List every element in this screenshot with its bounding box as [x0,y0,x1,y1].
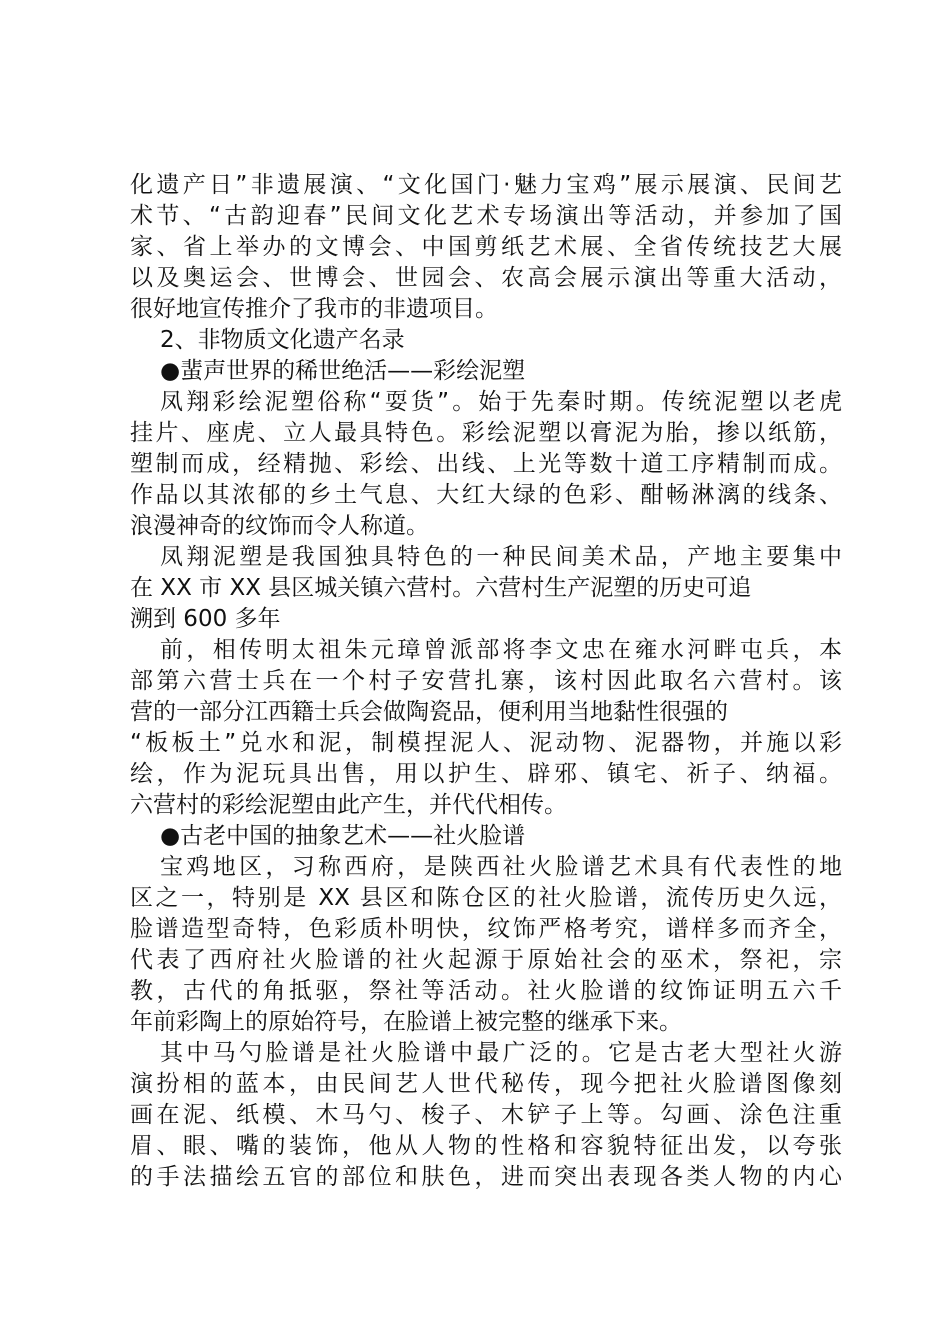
text-line: 营的一部分江西籍士兵会做陶瓷品，便利用当地黏性很强的 [130,699,728,725]
text-line: 年前彩陶上的原始符号，在脸谱上被完整的继承下来。 [130,1009,682,1035]
text-line: 凤翔彩绘泥塑俗称“耍货”。始于先秦时期。传统泥塑以老虎 [160,389,842,415]
text-line: ●蜚声世界的稀世绝活——彩绘泥塑 [160,358,526,384]
text-line: 区之一，特别是 XX 县区和陈仓区的社火脸谱，流传历史久远， [130,885,842,911]
text-line: 部第六营士兵在一个村子安营扎寨，该村因此取名六营村。该 [130,668,842,694]
text-line: 术节、“古韵迎春”民间文化艺术专场演出等活动，并参加了国 [130,203,842,229]
text-line: 作品以其浓郁的乡土气息、大红大绿的色彩、酣畅淋漓的线条、 [130,482,842,508]
text-line: ●古老中国的抽象艺术——社火脸谱 [160,823,526,849]
text-line: 塑制而成，经精抛、彩绘、出线、上光等数十道工序精制而成。 [130,451,842,477]
text-line: 凤翔泥塑是我国独具特色的一种民间美术品，产地主要集中 [160,544,842,570]
text-line: 2、非物质文化遗产名录 [160,327,405,353]
text-line: 脸谱造型奇特，色彩质朴明快，纹饰严格考究，谱样多而齐全， [130,916,842,942]
text-line: 代表了西府社火脸谱的社火起源于原始社会的巫术，祭祀，宗 [130,947,842,973]
text-line: 演扮相的蓝本，由民间艺人世代秘传，现今把社火脸谱图像刻 [130,1071,842,1097]
text-line: 在 XX 市 XX 县区城关镇六营村。六营村生产泥塑的历史可追 [130,575,752,601]
text-line: 宝鸡地区，习称西府，是陕西社火脸谱艺术具有代表性的地 [160,854,842,880]
text-line: 眉、眼、嘴的装饰，他从人物的性格和容貌特征出发，以夸张 [130,1133,842,1159]
text-line: 画在泥、纸模、木马勺、梭子、木铲子上等。勾画、涂色注重 [130,1102,842,1128]
text-line: 挂片、座虎、立人最具特色。彩绘泥塑以膏泥为胎，掺以纸筋， [130,420,842,446]
text-line: 其中马勺脸谱是社火脸谱中最广泛的。它是古老大型社火游 [160,1040,842,1066]
text-line: 教，古代的角抵驱，祭社等活动。社火脸谱的纹饰证明五六千 [130,978,842,1004]
text-line: 很好地宣传推介了我市的非遗项目。 [130,296,498,322]
text-line: 以及奥运会、世博会、世园会、农高会展示演出等重大活动， [130,265,842,291]
document-body [130,170,842,1193]
text-line: 溯到 600 多年 [130,606,281,632]
text-line: 绘，作为泥玩具出售，用以护生、辟邪、镇宅、祈子、纳福。 [130,761,842,787]
text-line: 浪漫神奇的纹饰而令人称道。 [130,513,429,539]
text-line: 六营村的彩绘泥塑由此产生，并代代相传。 [130,792,567,818]
text-line: 前，相传明太祖朱元璋曾派部将李文忠在雍水河畔屯兵，本 [160,637,842,663]
text-line: “板板土”兑水和泥，制模捏泥人、泥动物、泥器物，并施以彩 [130,730,842,756]
text-line: 的手法描绘五官的部位和肤色，进而突出表现各类人物的内心 [130,1164,842,1190]
text-line: 化遗产日”非遗展演、“文化国门·魅力宝鸡”展示展演、民间艺 [130,172,842,198]
text-line: 家、省上举办的文博会、中国剪纸艺术展、全省传统技艺大展 [130,234,842,260]
